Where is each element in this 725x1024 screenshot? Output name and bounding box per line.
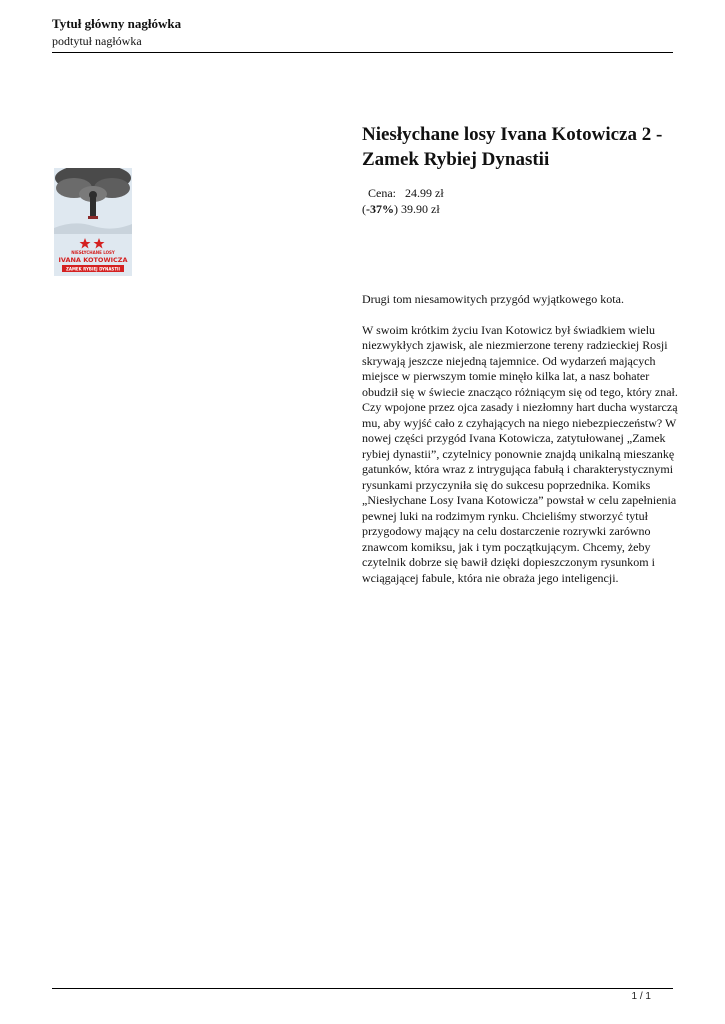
book-cover-image[interactable]	[54, 168, 132, 276]
product-title: Niesłychane losy Ivana Kotowicza 2 - Zamek Rybiej Dynastii	[362, 124, 663, 170]
discount-badge: -37%	[366, 202, 394, 216]
header-divider	[52, 52, 673, 53]
description-paragraph: W swoim krótkim życiu Ivan Kotowicz był świadkiem wielu niezwykłych zjawisk, ale niezmierzone tereny radzieckiej Rosji skrywają jeszcze niejedną tajemnice. Od wydarzeń mających miejsce w pierwszym tomie minęło kilka lat, a nasz bohater obudził się w świecie znacząco różniącym się od tego, który znał. Czy wpojone przez ojca zasady i niezłomny hart ducha wystarczą mu, aby wyjść cało z czyhających na niego niebezpieczeństw? W nowej części przygód Ivana Kotowicza, zatytułowanej „Zamek rybiej dynastii”, czytelnicy ponownie znajdą unikalną mieszankę gatunków, która wraz z intrygująca fabułą i charakterystycznymi rysunkami przyczyniła się do sukcesu poprzednika. Komiks „Niesłychane Losy Ivana Kotowicza” powstał w celu zapełnienia pewnej luki na rodzimym rynku. Chcieliśmy stworzyć tytuł przygodowy mający na celu dostarczenie rozrywki zarówno znawcom komiksu, jak i tym początkującym. Chcemy, żeby czytelnik dobrze się bawił dzięki dopieszczonym rysunkom i wciągającej fabule, która nie obraża jego inteligencji.	[362, 322, 678, 585]
price-row	[368, 186, 444, 201]
description-paragraph: Drugi tom niesamowitych przygód wyjątkowego kota.	[362, 292, 624, 306]
old-price: 39.90 zł	[401, 202, 440, 216]
header-title: Tytuł główny nagłówka	[52, 16, 182, 31]
cover-line-1: NIESŁYCHANE LOSY	[71, 250, 115, 255]
old-price-row: (-37%) 39.90 zł	[362, 202, 440, 216]
price-label: Cena:	[368, 186, 396, 200]
cover-line-3: ZAMEK RYBIEJ DYNASTII	[65, 266, 121, 272]
price-value: 24.99 zł	[405, 186, 444, 200]
header-subtitle: podtytuł nagłówka	[52, 34, 142, 48]
footer-divider	[52, 988, 673, 989]
page-number: 1 / 1	[631, 991, 651, 1002]
cover-line-2: IVANA KOTOWICZA	[58, 256, 128, 264]
product-description	[362, 292, 678, 601]
book-cover-art	[54, 168, 132, 276]
